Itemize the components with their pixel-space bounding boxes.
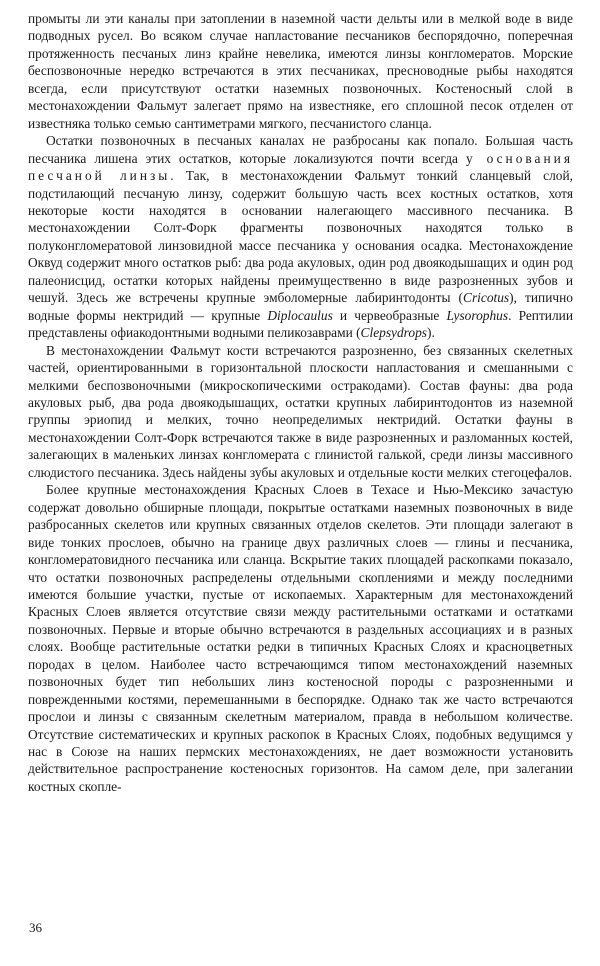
page-body: [28, 10, 573, 795]
latin-taxon-name: Cricotus: [463, 290, 510, 306]
latin-taxon-name: Lysorophus: [446, 307, 509, 323]
paragraph-p4: [28, 481, 573, 795]
body-text: промыты ли эти каналы при затоплении в наземной части дельты или в мелкой воде в виде подводных русел. Во всяком случае напластование песчаников беспорядочно, поперечная протяженность песчаных линз крайне невелика, имеются линзы конгломератов. Морские беспозвоночные нередко встречаются в этих песчаниках, пресноводные рыбы находятся всегда, если присутствуют остатки наземных позвоночных. Костеносный слой в местонахождении Фальмут залегает прямо на известняке, его сплошной песок отделен от известняка только семью сантиметрами мягкого, песчанистого сланца.: [28, 11, 573, 131]
paragraph-p1: [28, 10, 573, 132]
page-number: 36: [29, 920, 42, 935]
body-text: Остатки позвоночных в песчаных каналах не разбросаны как попало. Большая часть песчаника лишена этих остатков, которые локализуются почти всегда: [28, 133, 573, 166]
emphasized-text: у основания песчаной линзы: [28, 150, 573, 184]
body-text: В местонахождении Фальмут кости встречаются разрозненно, без связанных скелетных частей, ориентированными в горизонтальной плоскости напластования и смешанными с мелкими беспозвоночными (микроскопическими остракодами). Состав фауны: два рода акуловых рыб, два рода двоякодышащих, остатки крупных лабиринтодонтов из наземной группы эриопид и мелких, точно неопределимых нектридий. Остатки фауны в местонахождении Солт-Форк встречаются также в виде разрозненных и разломанных костей, залегающих в маленьких линзах конгломерата с глинистой галькой, среди линзы массивного слюдистого песчаника. Здесь найдены зубы акуловых и отдельные кости мелких стегоцефалов.: [28, 342, 573, 480]
body-text: и червеобразные: [332, 307, 447, 323]
body-text: . Рептилии представлены офиакодонтными водными пеликозаврами (: [28, 307, 573, 341]
paragraph-p3: [28, 342, 573, 482]
body-text: . Так, в местонахождении Фальмут тонкий сланцевый слой, подстилающий песчаную линзу, содержит большую часть всех костных остатков, хотя некоторые кости находятся в основании налегающего массивного песчаника. В местонахождении Солт-Форк фрагменты позвоночных находятся только в полуконгломератовой линзовидной массе песчаника у основания осадка. Местонахождение Оквуд содержит много остатков рыб: два рода акуловых, один род двоякодышащих и один род палеонисцид, остатки которых найдены преимущественно в виде разрозненных зубов и чешуй. Здесь же встречены крупные эмболомерные лабиринтодонты (: [28, 168, 573, 306]
latin-taxon-name: Clepsydrops: [360, 325, 428, 341]
paragraph-p2: [28, 132, 573, 341]
body-text: ), типично водные формы нектридий — крупные: [28, 290, 573, 323]
latin-taxon-name: Diplocaulus: [267, 307, 333, 323]
body-text: Более крупные местонахождения Красных Слоев в Техасе и Нью-Мексико зачастую содержат довольно обширные площади, покрытые остатками наземных позвоночных в виде разбросанных скелетов или крупных связанных отделов скелетов. Эти площади залегают в виде тонких прослоев, обычно на границе двух различных слоев — глины и песчаника, конгломератовидного песчаника или сланца. Вскрытие таких площадей раскопками показало, что остатки позвоночных распределены отдельными скоплениями и между последними имеются большие участки, пустые от ископаемых. Характерным для местонахождений Красных Слоев является отсутствие связи между растительными остатками и остатками позвоночных. Первые и вторые обычно встречаются в раздельных ассоциациях и в разных слоях. Вообще растительные остатки редки в типичных Красных Слоях и красноцветных породах в целом. Наиболее часто встречающимся типом местонахождений наземных позвоночных будет тип небольших линз костеносной породы с разрозненными и поврежденными костями, перемешанными в беспорядке. Однако так же часто встречаются прослои и линзы с связанным скелетным материалом, правда в небольшом количестве. Отсутствие систематических и крупных раскопок в Красных Слоях, подобных ведущимся у нас в Союзе на наших пермских местонахождениях, не дает возможности установить действительное распространение костеносных горизонтов. На самом деле, при залегании костных скопле-: [28, 482, 573, 794]
body-text: ).: [427, 325, 435, 341]
